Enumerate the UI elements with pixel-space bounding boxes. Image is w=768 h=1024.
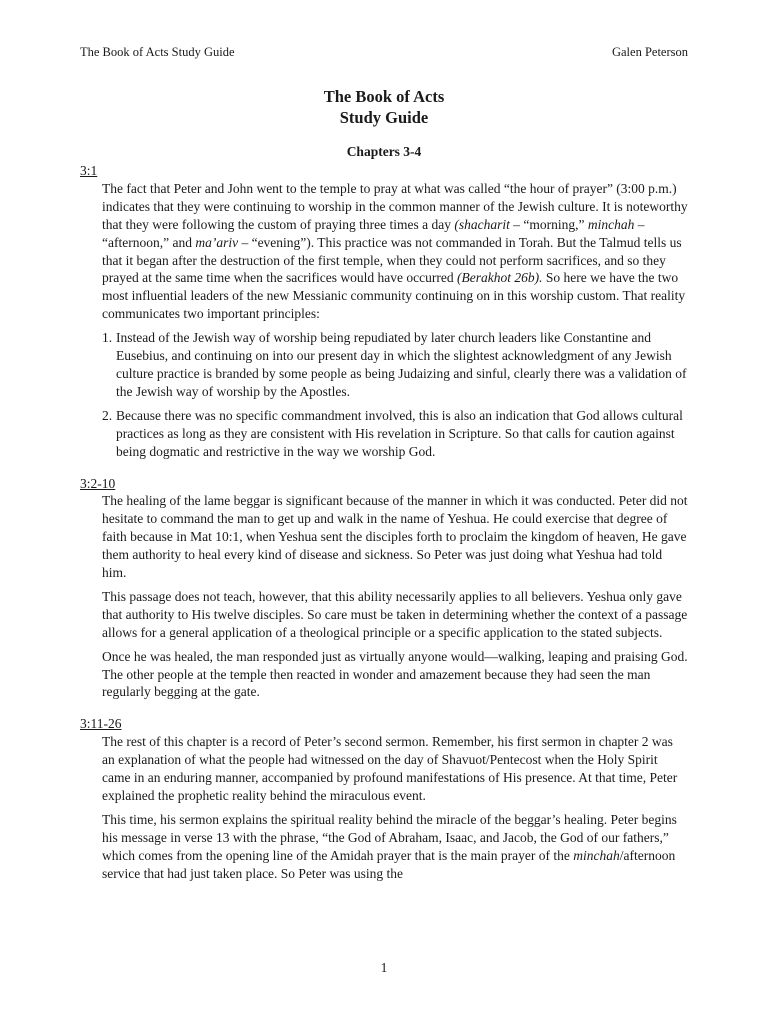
italic-run: minchah [573,847,620,863]
section-ref: 3:1 [80,163,98,178]
header-title: The Book of Acts Study Guide [80,45,235,59]
text-run: /afternoon service that had just taken place. So Peter was using the [102,847,676,881]
paragraph [102,811,688,883]
document-title [0,86,768,128]
section-ref: 3:2-10 [80,475,116,491]
paragraph: The rest of this chapter is a record of Peter’s second sermon. Remember, his first sermon in chapter 2 was an explanation of what the people had witnessed on the day of Shavuot/Pentecost when the Holy Spirit came in an enduring manner, accompanied by profound manifestations of His presence. At that time, Peter explained the prophetic reality behind the miraculous event. [102,734,678,803]
list-text: Instead of the Jewish way of worship being repudiated by later church leaders like Constantine and Eusebius, and continuing on into our present day in which the slightest acknowledgment of any Jewish culture practice is branded by some people as being Judaizing and sinful, clearly there was a validation of the Jewish way of worship by the Apostles. [116,330,687,399]
italic-run: minchah [587,216,635,232]
italic-run: (shacharit [454,216,510,232]
text-run: This time, his sermon explains the spiritual reality behind the miracle of the beggar’s healing. Peter begins his message in verse 13 with the phrase, “the God of Abraham, Isaac, and Jacob, the God of our fathers,” which comes from the opening line of the Amidah prayer that is the main prayer of the [102,811,677,863]
text-run: – “afternoon,” and [102,216,645,250]
paragraph: The healing of the lame beggar is significant because of the manner in which it was conducted. Peter did not hesitate to command the man to get up and walk in the name of Yeshua. He could exercise that degree of faith because in Mat 10:1, when Yeshua sent the disciples forth to proclaim the kingdom of heaven, He gave them authority to heal every kind of disease and sickness. So Peter was just doing what Yeshua had told him. [102,493,688,581]
section-ref: 3:11-26 [80,716,122,732]
list-number: 2. [102,407,113,423]
italic-run: (Berakhot 26b). [456,270,543,286]
page-header [80,45,688,60]
text-run: – “morning,” [509,216,588,232]
list-item [102,407,688,461]
list-text: Because there was no specific commandment involved, this is also an indication that God allows cultural practices as long as they are consistent with His revelation in Scripture. So that calls for caution against being dogmatic and restrictive in the way we worship God. [116,407,683,459]
text-run: – “evening”). This practice was not commanded in Torah. But the Talmud tells us that it began after the destruction of the first temple, when they could not perform sacrifices, and so they prayed at the same time when the sacrifices would have occurred [102,234,682,286]
italic-run: ma’ariv [195,234,239,250]
list-number: 1. [102,330,113,346]
paragraph [102,180,688,323]
list-item [102,329,688,401]
page-number: 1 [380,960,388,975]
document-body [80,162,688,893]
section-3-2-10 [80,475,688,702]
paragraph: Once he was healed, the man responded just as virtually anyone would—walking, leaping and praising God. The other people at the temple then reacted in wonder and amazement because they had seen the man regularly begging at the gate. [102,648,688,700]
paragraph: This passage does not teach, however, that this ability necessarily applies to all believers. Yeshua only gave that authority to His twelve disciples. So care must be taken in determining whether the context of a passage allows for a general application of a theological principle or a specific application to the stated subjects. [102,588,688,640]
section-3-11-26 [80,715,688,882]
section-3-1 [80,162,688,461]
title-line-2: Study Guide [339,108,429,127]
text-run: The fact that Peter and John went to the temple to pray at what was called “the hour of prayer” (3:00 p.m.) indicates that they were continuing to worship in the common manner of the Jewish culture. It is noteworthy that they were following the custom of praying three times a day [102,180,688,232]
numbered-list [102,329,688,460]
header-author: Galen Peterson [611,45,688,59]
title-line-1: The Book of Acts [323,87,445,106]
text-run: So here we have the two most influential leaders of the new Messianic community continuing on in this worship custom. That reality communicates two important principles: [102,270,686,322]
chapters-heading: Chapters 3-4 [346,144,422,159]
